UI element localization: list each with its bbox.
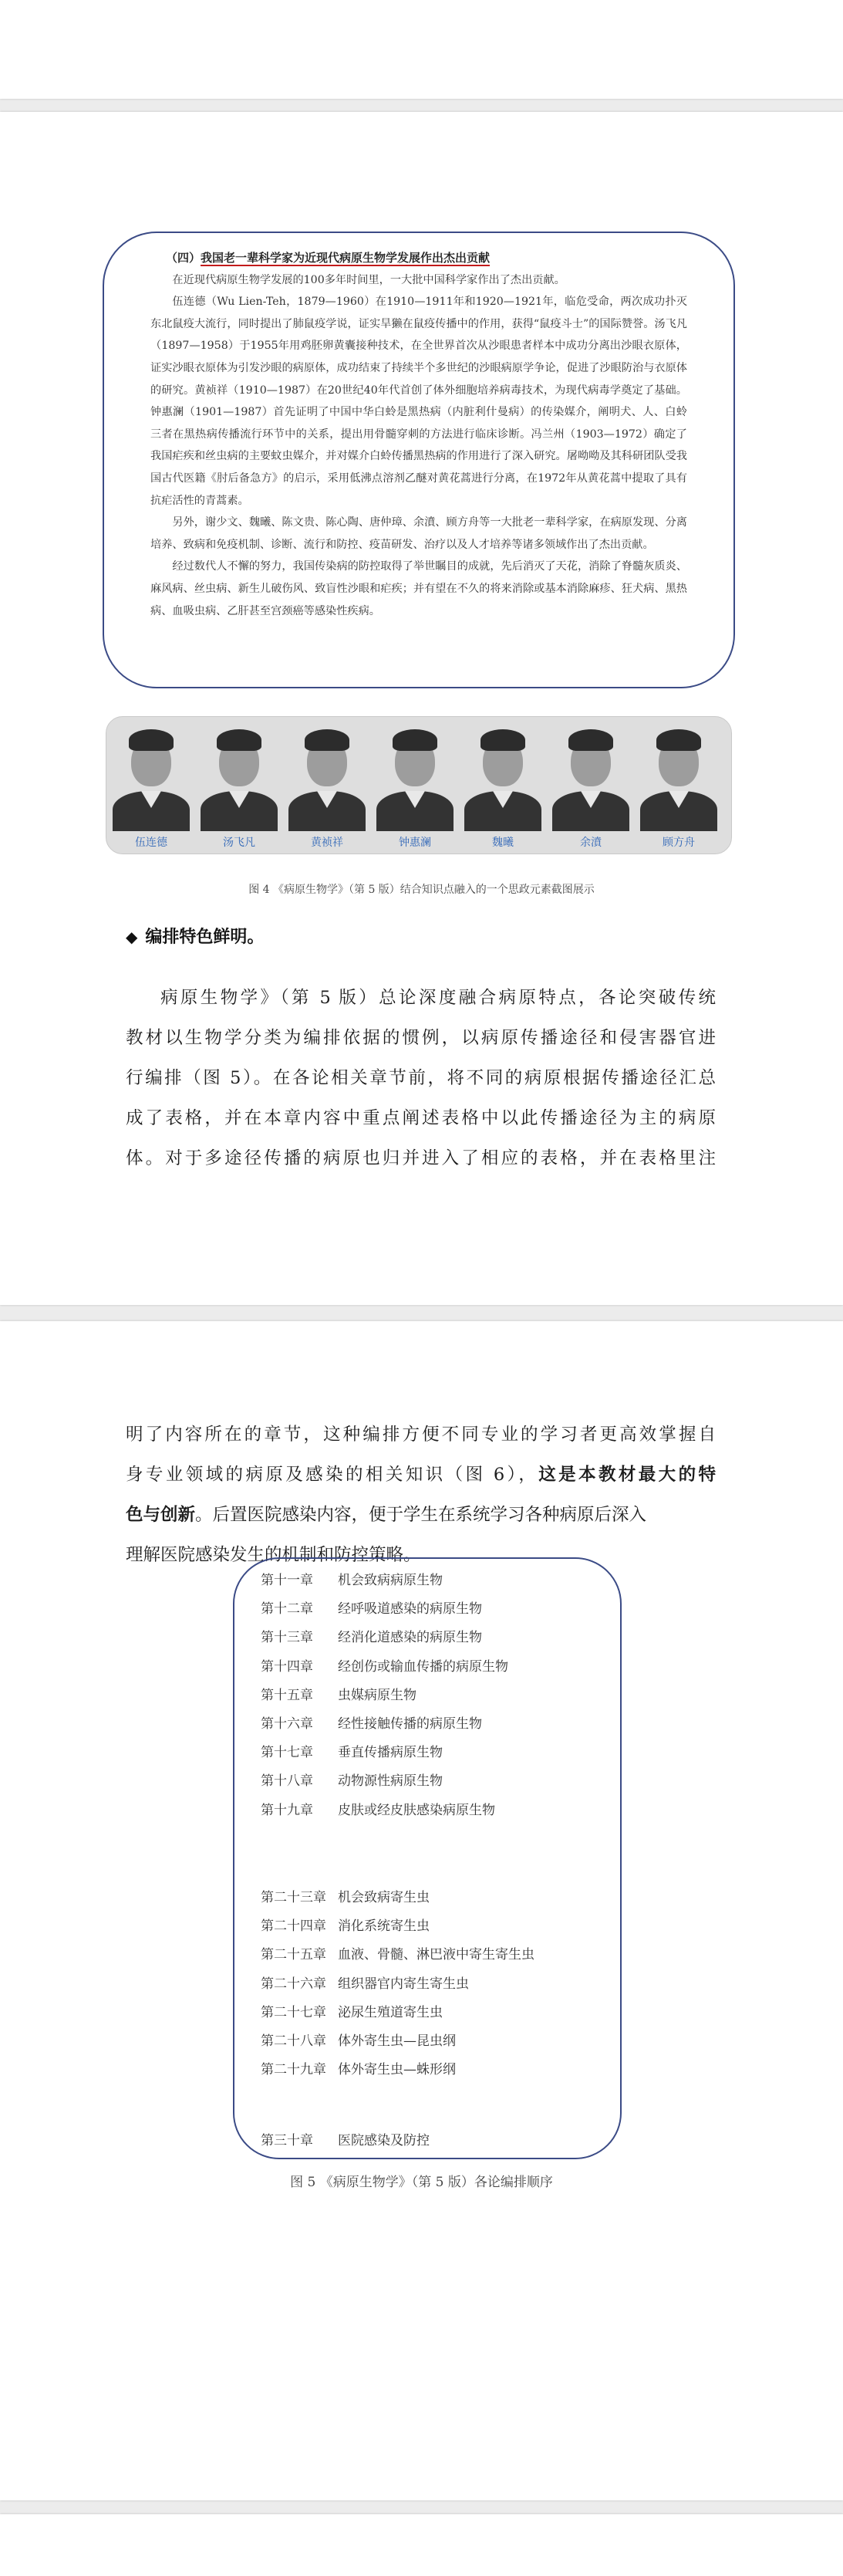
figure4-paragraph: 另外，谢少文、魏曦、陈文贵、陈心陶、唐仲璋、余濆、顾方舟等一大批老一辈科学家，在病原发现、分离培养、致病和免疫机制、诊断、流行和防控、疫苗研发、治疗以及人才培养等诸多领域作出了杰出贡献。 [150, 516, 687, 551]
chapter-title: 经消化道感染的病原生物 [338, 1630, 482, 1646]
body-text-line: 明了内容所在的章节，这种编排方便不同专业的学习者更高效掌握自 [126, 1425, 716, 1445]
chapter-number: 第十二章 [261, 1601, 313, 1618]
figure4-caption: 图 4 《病原生物学》（第 5 版）结合知识点融入的一个思政元素截图展示 [248, 884, 595, 896]
chapter-number: 第十五章 [261, 1687, 313, 1703]
chapter-item [261, 1653, 508, 1682]
chapter-number: 第二十九章 [261, 2062, 326, 2078]
section-title-underlined: 我国老一辈科学家为近现代病原生物学发展作出杰出贡献 [201, 251, 491, 265]
body-text-span: 。后置医院感染内容，便于学生在系统学习各种病原后深入 [195, 1505, 647, 1525]
figure4-textbook-excerpt [103, 232, 735, 688]
chapter-number: 第二十八章 [261, 2033, 326, 2050]
chapter-number: 第十三章 [261, 1630, 313, 1646]
chapter-title: 机会致病病原生物 [338, 1573, 443, 1588]
portrait-photo [549, 717, 632, 831]
chapter-title: 体外寄生虫—蛛形纲 [338, 2062, 456, 2078]
portrait-photo [197, 717, 281, 831]
chapter-item [261, 1884, 534, 1912]
chapter-title: 经性接触传播的病原生物 [338, 1716, 482, 1733]
portrait-photo [110, 717, 193, 831]
next-page-top [0, 2514, 843, 2576]
chapter-item [261, 1682, 508, 1710]
chapter-item [261, 2056, 534, 2084]
body-text-line [126, 1495, 716, 1535]
figure4-paragraph: 经过数代人不懈的努力，我国传染病的防控取得了举世瞩目的成就，先后消灭了天花，消除了脊髓灰质炎、麻风病、丝虫病、新生儿破伤风、致盲性沙眼和疟疾；并有望在不久的将来消除或基本消除麻疹、狂犬病、黑热病、血吸虫病、乙肝甚至宫颈癌等感染性疾病。 [150, 560, 687, 617]
chapter-item [261, 2127, 430, 2155]
portrait-photo [637, 717, 720, 831]
section-heading [126, 924, 264, 948]
diamond-bullet-icon: ◆ [126, 928, 138, 946]
chapter-item [261, 1624, 508, 1652]
body-text-line: 教材以生物学分类为编排依据的惯例，以病原传播途径和侵害器官进 [126, 1028, 716, 1048]
chapter-item [261, 1941, 534, 1969]
chapter-title: 虫媒病原生物 [338, 1687, 416, 1703]
portrait-photo [373, 717, 457, 831]
chapter-title: 皮肤或经皮肤感染病原生物 [338, 1802, 495, 1818]
body-text-bold: 色与创新 [126, 1505, 196, 1525]
chapter-number: 第十七章 [261, 1745, 313, 1761]
figure5-caption: 图 5 《病原生物学》（第 5 版）各论编排顺序 [290, 2175, 553, 2190]
chapter-number: 第十一章 [261, 1573, 313, 1588]
chapter-number: 第十八章 [261, 1773, 313, 1790]
portrait-photo [461, 717, 545, 831]
scientist-portrait-strip [106, 716, 732, 854]
body-text-line: 成了表格，并在本章内容中重点阐述表格中以此传播途径为主的病原 [126, 1108, 716, 1128]
section-prefix: （四） [166, 251, 201, 265]
chapter-item [261, 1912, 534, 1941]
body-text-span: 身专业领域的病原及感染的相关知识（图 6）， [126, 1465, 539, 1485]
scientist-name: 黄祯祥 [311, 837, 343, 849]
body-text-line: 病原生物学》（第 5 版）总论深度融合病原特点，各论突破传统 [160, 988, 716, 1008]
figure4-section-title [166, 247, 687, 269]
chapter-item [261, 1595, 508, 1624]
body-text-line: 理解医院感染发生的机制和防控策略。 [126, 1545, 421, 1565]
chapter-title: 泌尿生殖道寄生虫 [338, 2004, 443, 2020]
scientist-name: 余濆 [580, 837, 602, 849]
chapter-list-group1 [261, 1567, 508, 1825]
figure4-paragraph: 在近现代病原生物学发展的100多年时间里，一大批中国科学家作出了杰出贡献。 [172, 273, 565, 286]
section-heading-text: 编排特色鲜明。 [145, 927, 265, 947]
chapter-number: 第二十七章 [261, 2004, 326, 2020]
chapter-item [261, 1739, 508, 1767]
chapter-number: 第二十六章 [261, 1976, 326, 1992]
chapter-number: 第十四章 [261, 1658, 313, 1675]
body-text-line: 行编排（图 5）。在各论相关章节前，将不同的病原根据传播途径汇总 [126, 1068, 716, 1088]
chapter-title: 体外寄生虫—昆虫纲 [338, 2033, 456, 2050]
chapter-title: 动物源性病原生物 [338, 1773, 443, 1790]
chapter-item [261, 1970, 534, 1999]
scientist-name: 伍连德 [135, 837, 167, 849]
chapter-item [261, 1797, 508, 1825]
figure4-paragraph: 伍连德（Wu Lien-Teh，1879—1960）在1910—1911年和1920—1921年，临危受命，两次成功扑灭东北鼠疫大流行，同时提出了肺鼠疫学说，证实旱獭在鼠疫传播中的作用，获得“鼠疫斗士”的国际赞誉。汤飞凡（1897—1958）于1955年用鸡胚卵黄囊接种技术，在全世界首次从沙眼患者样本中成功分离出沙眼衣原体，证实沙眼衣原体为引发沙眼的病原体，成功结束了持续半个多世纪的沙眼病原学争论，促进了沙眼防治与衣原体的研究。黄祯祥（1910—1987）在20世纪40年代首创了体外细胞培养病毒技术，为现代病毒学奠定了基础。钟惠澜（1901—1987）首先证明了中国中华白蛉是黑热病（内脏利什曼病）的传染媒介，阐明犬、人、白蛉三者在黑热病传播流行环节中的关系，提出用骨髓穿刺的方法进行临床诊断。冯兰州（1903—1972）确定了我国疟疾和丝虫病的主要蚊虫媒介，并对媒介白蛉传播黑热病的作用进行了深入研究。屠呦呦及其科研团队受我国古代医籍《肘后备急方》的启示，采用低沸点溶剂乙醚对黄花蒿进行分离，在1972年从黄花蒿中提取了具有抗疟活性的青蒿素。 [150, 296, 687, 507]
chapter-list-group2 [261, 1884, 534, 2084]
body-text-line: 体。对于多途径传播的病原也归并进入了相应的表格，并在表格里注 [126, 1148, 716, 1168]
chapter-title: 经呼吸道感染的病原生物 [338, 1601, 482, 1618]
chapter-title: 机会致病寄生虫 [338, 1890, 430, 1905]
chapter-number: 第二十三章 [261, 1890, 326, 1905]
portrait-photo [285, 717, 369, 831]
chapter-item [261, 2027, 534, 2056]
body-text-line [126, 1455, 716, 1495]
chapter-number: 第三十章 [261, 2133, 313, 2148]
chapter-title: 经创伤或输血传播的病原生物 [338, 1658, 508, 1675]
chapter-title: 垂直传播病原生物 [338, 1745, 443, 1761]
chapter-item [261, 1767, 508, 1796]
chapter-number: 第二十五章 [261, 1947, 326, 1963]
chapter-title: 医院感染及防控 [338, 2133, 430, 2148]
chapter-title: 消化系统寄生虫 [338, 1918, 430, 1935]
chapter-number: 第二十四章 [261, 1918, 326, 1935]
chapter-item [261, 1999, 534, 2027]
chapter-title: 组织器官内寄生寄生虫 [338, 1976, 469, 1992]
document-page [0, 112, 843, 1305]
scientist-name: 魏曦 [492, 837, 514, 849]
chapter-number: 第十九章 [261, 1802, 313, 1818]
chapter-list-group3 [261, 2127, 430, 2155]
chapter-item [261, 1567, 508, 1595]
scientist-name: 顾方舟 [663, 837, 695, 849]
body-text-bold: 这是本教材最大的特 [538, 1465, 716, 1485]
chapter-title: 血液、骨髓、淋巴液中寄生寄生虫 [338, 1947, 534, 1963]
chapter-number: 第十六章 [261, 1716, 313, 1733]
chapter-item [261, 1710, 508, 1739]
scientist-name: 钟惠澜 [399, 837, 431, 849]
previous-page-bottom [0, 0, 843, 99]
scientist-name: 汤飞凡 [223, 837, 255, 849]
